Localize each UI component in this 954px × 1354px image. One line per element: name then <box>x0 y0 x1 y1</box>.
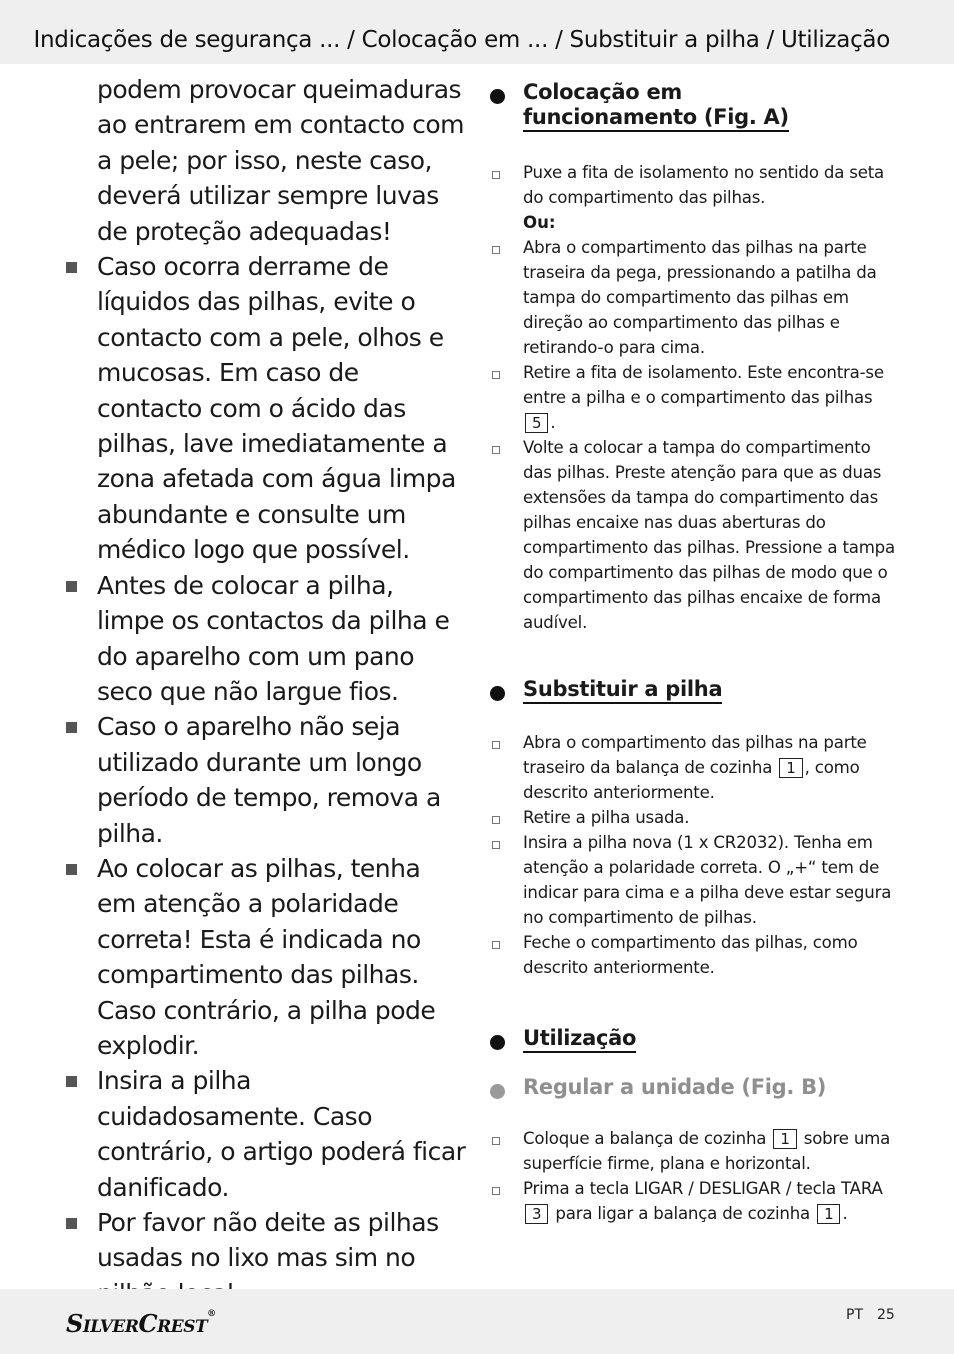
substituir-steps <box>490 730 900 980</box>
step-text: Abra o compartimento das pilhas na parte traseiro da balança de cozinha <box>523 733 867 777</box>
header-title: Indicações de segurança ... / Colocação em ... / Substituir a pilha / Utilização <box>33 27 890 53</box>
checkbox-bullet-icon <box>492 841 500 849</box>
list-item <box>66 851 466 1063</box>
step-text: . <box>550 413 556 432</box>
reference-number: 1 <box>773 1129 796 1149</box>
list-item <box>66 568 466 710</box>
section-substituir-heading <box>490 677 900 704</box>
list-item <box>490 730 900 805</box>
step-text: , como descrito anteriormente. <box>523 758 860 802</box>
step-text: para ligar a balança de cozinha <box>555 1204 811 1223</box>
square-bullet-icon <box>66 1076 77 1087</box>
square-bullet-icon <box>66 1218 77 1229</box>
bullet-dot-icon <box>490 1035 505 1050</box>
bullet-dot-icon <box>490 686 505 701</box>
section-title-line: Colocação em <box>523 80 682 104</box>
list-item <box>66 249 466 568</box>
square-bullet-icon <box>66 581 77 592</box>
step-text: Puxe a fita de isolamento no sentido da seta do compartimento das pilhas. <box>523 163 884 207</box>
step-text: sobre uma superfície firme, plana e horizontal. <box>523 1129 891 1173</box>
step-text: Prima a tecla LIGAR / DESLIGAR / tecla TARA <box>523 1179 883 1198</box>
language-code: PT <box>846 1307 863 1323</box>
section-title: Utilização <box>523 1026 636 1053</box>
left-column <box>66 72 466 1311</box>
safety-item-text: Antes de colocar a pilha, limpe os contactos da pilha e do aparelho com um pano seco que não largue fios. <box>97 570 450 706</box>
list-item <box>490 1126 900 1176</box>
square-bullet-icon <box>66 262 77 273</box>
list-item <box>66 1063 466 1205</box>
regular-steps <box>490 1126 900 1226</box>
list-item <box>490 160 900 210</box>
checkbox-bullet-icon <box>492 171 500 179</box>
step-text: Abra o compartimento das pilhas na parte traseira da pega, pressionando a patilha da tampa do compartimento das pilhas em direção ao compartimento das pilhas e retirando-o para cima. <box>523 238 877 357</box>
reference-number: 1 <box>779 758 802 778</box>
bullet-dot-icon <box>490 1084 505 1099</box>
colocacao-steps-2 <box>490 235 900 635</box>
checkbox-bullet-icon <box>492 816 500 824</box>
page-info <box>846 1307 895 1323</box>
reference-number: 1 <box>817 1204 840 1224</box>
step-text: . <box>842 1204 848 1223</box>
bullet-dot-icon <box>490 89 505 104</box>
brand-logo: SILVERCREST® <box>66 1309 216 1338</box>
step-text: Volte a colocar a tampa do compartimento das pilhas. Preste atenção para que as duas extensões da tampa do compartimento das pilhas encaixe nas duas aberturas do compartimento das pilhas. Pressione a tampa do compartimento das pilhas de modo que o compartimento das pilhas encaixe de forma audível. <box>523 438 895 632</box>
section-title: Substituir a pilha <box>523 677 722 704</box>
checkbox-bullet-icon <box>492 941 500 949</box>
safety-item-text: Insira a pilha cuidadosamente. Caso contrário, o artigo poderá ficar danificado. <box>97 1066 466 1202</box>
section-colocacao-heading <box>490 80 900 132</box>
reference-number: 5 <box>525 413 548 433</box>
section-title-line: funcionamento (Fig. A) <box>523 105 789 132</box>
square-bullet-icon <box>66 864 77 875</box>
checkbox-bullet-icon <box>492 446 500 454</box>
safety-item-text: Caso ocorra derrame de líquidos das pilhas, evite o contacto com a pele, olhos e mucosas. Em caso de contacto com o ácido das pilhas, lave imediatamente a zona afetada com água limpa abundante e consulte um médico logo que possível. <box>97 252 456 565</box>
square-bullet-icon <box>66 722 77 733</box>
list-item <box>66 709 466 851</box>
continued-text: podem provocar queimaduras ao entrarem em contacto com a pele; por isso, neste caso, deverá utilizar sempre luvas de proteção adequadas! <box>97 75 464 246</box>
list-item <box>490 360 900 435</box>
section-regular-heading <box>490 1075 900 1100</box>
checkbox-bullet-icon <box>492 1187 500 1195</box>
section-title: Regular a unidade (Fig. B) <box>523 1075 827 1099</box>
reference-number: 3 <box>525 1204 548 1224</box>
colocacao-steps <box>490 160 900 210</box>
checkbox-bullet-icon <box>492 371 500 379</box>
list-item <box>490 435 900 635</box>
checkbox-bullet-icon <box>492 741 500 749</box>
list-item <box>490 805 900 830</box>
or-label: Ou: <box>523 213 556 232</box>
list-item <box>490 235 900 360</box>
step-text: Insira a pilha nova (1 x CR2032). Tenha em atenção a polaridade correta. O „+“ tem de indicar para cima e a pilha deve estar segura no compartimento de pilhas. <box>523 833 892 927</box>
list-item <box>490 830 900 930</box>
list-item <box>490 1176 900 1226</box>
step-text: Coloque a balança de cozinha <box>523 1129 767 1148</box>
safety-item-text: Por favor não deite as pilhas usadas no lixo mas sim no <box>97 1208 439 1273</box>
checkbox-bullet-icon <box>492 1137 500 1145</box>
step-text: Retire a pilha usada. <box>523 808 690 827</box>
list-item <box>490 930 900 980</box>
right-column <box>490 80 900 1226</box>
list-item <box>66 72 466 249</box>
step-text: Retire a fita de isolamento. Este encontra-se entre a pilha e o compartimento das pilhas <box>523 363 884 407</box>
page-number: 25 <box>877 1307 895 1323</box>
checkbox-bullet-icon <box>492 246 500 254</box>
safety-item-text: Ao colocar as pilhas, tenha em atenção a polaridade correta! Esta é indicada no compartimento das pilhas. Caso contrário, a pilha pode explodir. <box>97 853 436 1060</box>
step-text: Feche o compartimento das pilhas, como descrito anteriormente. <box>523 933 858 977</box>
section-utilizacao-heading <box>490 1026 900 1053</box>
safety-item-text: Caso o aparelho não seja utilizado durante um longo período de tempo, remova a pilha. <box>97 712 441 848</box>
page-header <box>0 0 954 64</box>
